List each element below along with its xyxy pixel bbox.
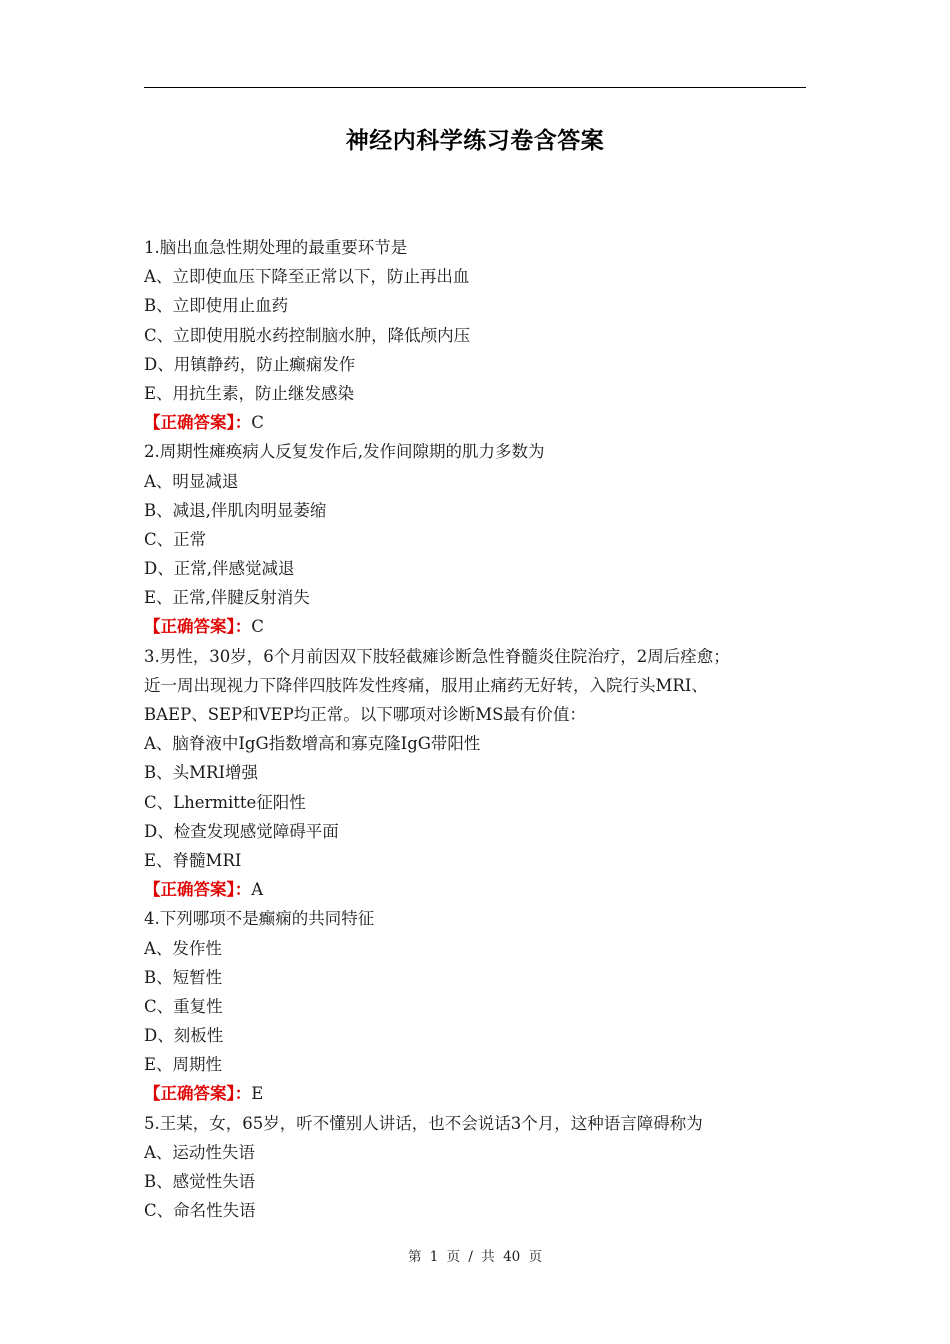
option-a: A、脑脊液中IgG指数增高和寡克隆IgG带阳性 — [144, 734, 481, 754]
option-e: E、用抗生素，防止继发感染 — [144, 383, 355, 403]
option-a: A、运动性失语 — [144, 1142, 255, 1162]
option-c: C、Lhermitte征阳性 — [144, 792, 306, 812]
footer-separator: / — [468, 1249, 473, 1265]
option-d: D、用镇静药，防止癫痫发作 — [144, 354, 356, 374]
question-item — [144, 233, 812, 437]
option-c: C、立即使用脱水药控制脑水肿，降低颅内压 — [144, 325, 471, 345]
option-d: D、刻板性 — [144, 1026, 224, 1046]
option-e: E、脊髓MRI — [144, 850, 242, 870]
current-page-number: 1 — [429, 1249, 439, 1265]
page-footer — [0, 1245, 950, 1265]
answer-label: 【正确答案】： — [144, 617, 252, 637]
answer-line — [144, 612, 812, 641]
question-stem: 4.下列哪项不是癫痫的共同特征 — [144, 909, 375, 929]
answer-label: 【正确答案】： — [144, 413, 252, 433]
question-stem: 2.周期性瘫痪病人反复发作后,发作间隙期的肌力多数为 — [144, 442, 545, 462]
option-c: C、命名性失语 — [144, 1201, 256, 1221]
question-stem: 1.脑出血急性期处理的最重要环节是 — [144, 238, 408, 257]
option-b: B、头MRI增强 — [144, 763, 258, 783]
question-stem: 近一周出现视力下降伴四肢阵发性疼痛，服用止痛药无好转，入院行头MRI、 — [144, 675, 708, 695]
answer-label: 【正确答案】： — [144, 1084, 252, 1104]
option-b: B、立即使用止血药 — [144, 296, 289, 316]
answer-value: E — [251, 1084, 264, 1104]
question-item — [144, 1109, 812, 1226]
option-a: A、立即使血压下降至正常以下，防止再出血 — [144, 267, 470, 287]
answer-label: 【正确答案】： — [144, 880, 252, 900]
option-d: D、正常,伴感觉减退 — [144, 559, 295, 579]
header-rule — [144, 87, 806, 88]
total-pages-number: 40 — [503, 1249, 521, 1265]
question-item — [144, 642, 812, 905]
option-b: B、感觉性失语 — [144, 1172, 256, 1191]
answer-value: A — [251, 880, 264, 900]
option-c: C、正常 — [144, 529, 207, 549]
option-d: D、检查发现感觉障碍平面 — [144, 821, 339, 841]
option-b: B、减退,伴肌肉明显萎缩 — [144, 500, 327, 520]
option-b: B、短暂性 — [144, 967, 223, 987]
option-a: A、明显减退 — [144, 471, 239, 491]
question-stem: 3.男性，30岁，6个月前因双下肢轻截瘫诊断急性脊髓炎住院治疗，2周后痊愈； — [144, 646, 730, 666]
answer-line — [144, 408, 812, 437]
document-title: 神经内科学练习卷含答案 — [345, 128, 605, 154]
footer-total-prefix: 共 — [481, 1249, 495, 1265]
answer-value: C — [251, 413, 264, 433]
footer-suffix: 页 — [528, 1249, 543, 1265]
footer-prefix: 第 — [407, 1249, 422, 1265]
option-e: E、正常,伴腱反射消失 — [144, 588, 310, 608]
option-a: A、发作性 — [144, 938, 222, 958]
question-item — [144, 904, 812, 1108]
answer-line — [144, 1079, 812, 1108]
question-item — [144, 437, 812, 641]
option-c: C、重复性 — [144, 996, 223, 1016]
answer-value: C — [251, 617, 264, 637]
footer-page-word: 页 — [446, 1249, 461, 1265]
question-stem: BAEP、SEP和VEP均正常。以下哪项对诊断MS最有价值： — [144, 705, 586, 724]
question-stem: 5.王某，女，65岁，听不懂别人讲话，也不会说话3个月，这种语言障碍称为 — [144, 1113, 703, 1133]
question-list — [144, 233, 812, 1225]
option-e: E、周期性 — [144, 1055, 223, 1075]
answer-line — [144, 875, 812, 904]
